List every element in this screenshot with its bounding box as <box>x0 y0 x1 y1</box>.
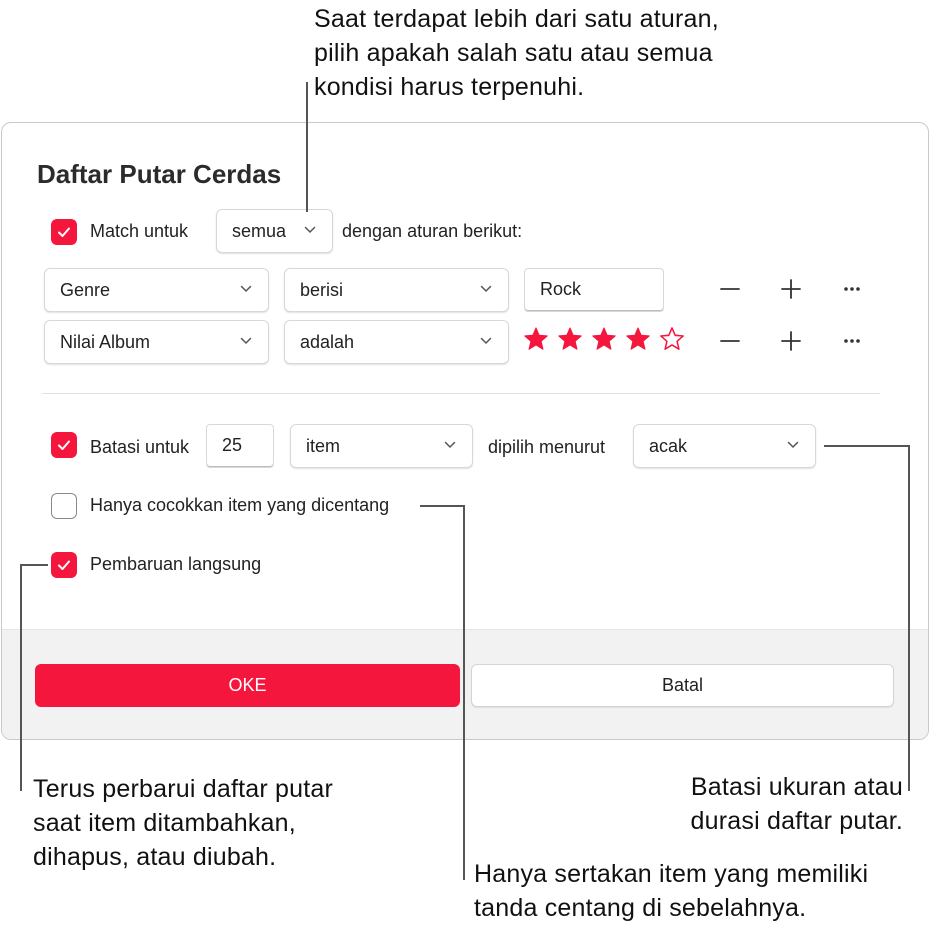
rule-operator-value: adalah <box>300 331 355 352</box>
rule-field-value: Genre <box>60 279 111 300</box>
callout-line: durasi daftar putar. <box>690 807 903 835</box>
rule-2-operator-selector[interactable] <box>284 320 509 364</box>
rule-2-rating[interactable] <box>523 326 685 356</box>
rule-2-more-button[interactable] <box>837 326 867 356</box>
limit-amount-field[interactable]: 25 <box>206 424 274 468</box>
chevron-down-icon <box>444 441 456 449</box>
chevron-down-icon <box>304 226 316 234</box>
leader-line-limit <box>824 445 910 447</box>
callout-line: Batasi ukuran atau <box>690 773 903 801</box>
leader-line-limit <box>908 445 910 791</box>
star-icon[interactable] <box>591 326 617 352</box>
callout-line: kondisi harus terpenuhi. <box>314 73 585 101</box>
rule-1-operator-selector[interactable] <box>284 268 509 312</box>
leader-line-checked-only <box>420 505 465 507</box>
dialog-footer <box>2 629 928 740</box>
checked-only-checkbox[interactable] <box>51 493 77 519</box>
match-label: Match untuk <box>90 221 189 241</box>
chevron-down-icon <box>787 441 799 449</box>
match-checkbox[interactable] <box>51 219 77 245</box>
rule-2-add-button[interactable] <box>776 326 806 356</box>
rule-1-field-selector[interactable] <box>44 268 269 312</box>
callout-live-updating <box>33 772 333 874</box>
cancel-button[interactable]: Batal <box>471 664 894 707</box>
rule-2-field-selector[interactable] <box>44 320 269 364</box>
live-update-checkbox[interactable] <box>51 552 77 578</box>
leader-line-top <box>306 82 308 212</box>
match-suffix: dengan aturan berikut: <box>342 221 523 241</box>
callout-line: dihapus, atau diubah. <box>33 843 277 871</box>
minus-icon <box>719 278 741 300</box>
callout-match-all-any <box>314 2 719 104</box>
callout-line: Saat terdapat lebih dari satu aturan, <box>314 5 719 33</box>
checkmark-icon <box>56 437 72 453</box>
callout-line: pilih apakah salah satu atau semua <box>314 39 713 67</box>
chevron-down-icon <box>480 285 492 293</box>
callout-line: saat item ditambahkan, <box>33 809 296 837</box>
selected-by-label: dipilih menurut <box>488 437 606 457</box>
leader-line-live-update <box>20 564 22 791</box>
callout-line: tanda centang di sebelahnya. <box>474 894 807 922</box>
callout-limit-size <box>691 770 903 838</box>
callout-line: Hanya sertakan item yang memiliki <box>474 860 869 888</box>
chevron-down-icon <box>240 337 252 345</box>
smart-playlist-dialog <box>1 122 929 740</box>
rule-field-value: Nilai Album <box>60 331 151 352</box>
star-icon[interactable] <box>625 326 651 352</box>
limit-checkbox[interactable] <box>51 432 77 458</box>
rule-1-more-button[interactable] <box>837 274 867 304</box>
star-icon[interactable] <box>557 326 583 352</box>
plus-icon <box>780 330 802 352</box>
chevron-down-icon <box>240 285 252 293</box>
leader-line-checked-only <box>463 505 465 880</box>
rule-1-remove-button[interactable] <box>715 274 745 304</box>
match-selector-value: semua <box>232 220 287 241</box>
leader-line-live-update <box>20 564 48 566</box>
star-icon[interactable] <box>659 326 685 352</box>
plus-icon <box>780 278 802 300</box>
match-all-any-selector[interactable] <box>216 209 333 253</box>
more-icon <box>841 330 863 352</box>
limit-label: Batasi untuk <box>90 437 190 457</box>
dialog-title: Daftar Putar Cerdas <box>37 159 282 189</box>
callout-checked-items <box>474 857 868 925</box>
callout-line: Terus perbarui daftar putar <box>33 775 334 803</box>
rule-2-remove-button[interactable] <box>715 326 745 356</box>
minus-icon <box>719 330 741 352</box>
limit-unit-value: item <box>306 435 341 456</box>
ok-button[interactable]: OKE <box>35 664 460 707</box>
chevron-down-icon <box>480 337 492 345</box>
selected-by-value: acak <box>649 435 688 456</box>
divider <box>42 393 880 394</box>
selected-by-selector[interactable] <box>633 424 816 468</box>
star-icon[interactable] <box>523 326 549 352</box>
limit-unit-selector[interactable] <box>290 424 473 468</box>
rule-operator-value: berisi <box>300 279 344 300</box>
checkmark-icon <box>56 557 72 573</box>
live-update-label: Pembaruan langsung <box>90 554 262 574</box>
checkmark-icon <box>56 224 72 240</box>
more-icon <box>841 278 863 300</box>
checked-only-label: Hanya cocokkan item yang dicentang <box>90 495 390 515</box>
rule-1-value-field[interactable]: Rock <box>524 268 664 312</box>
rule-1-add-button[interactable] <box>776 274 806 304</box>
